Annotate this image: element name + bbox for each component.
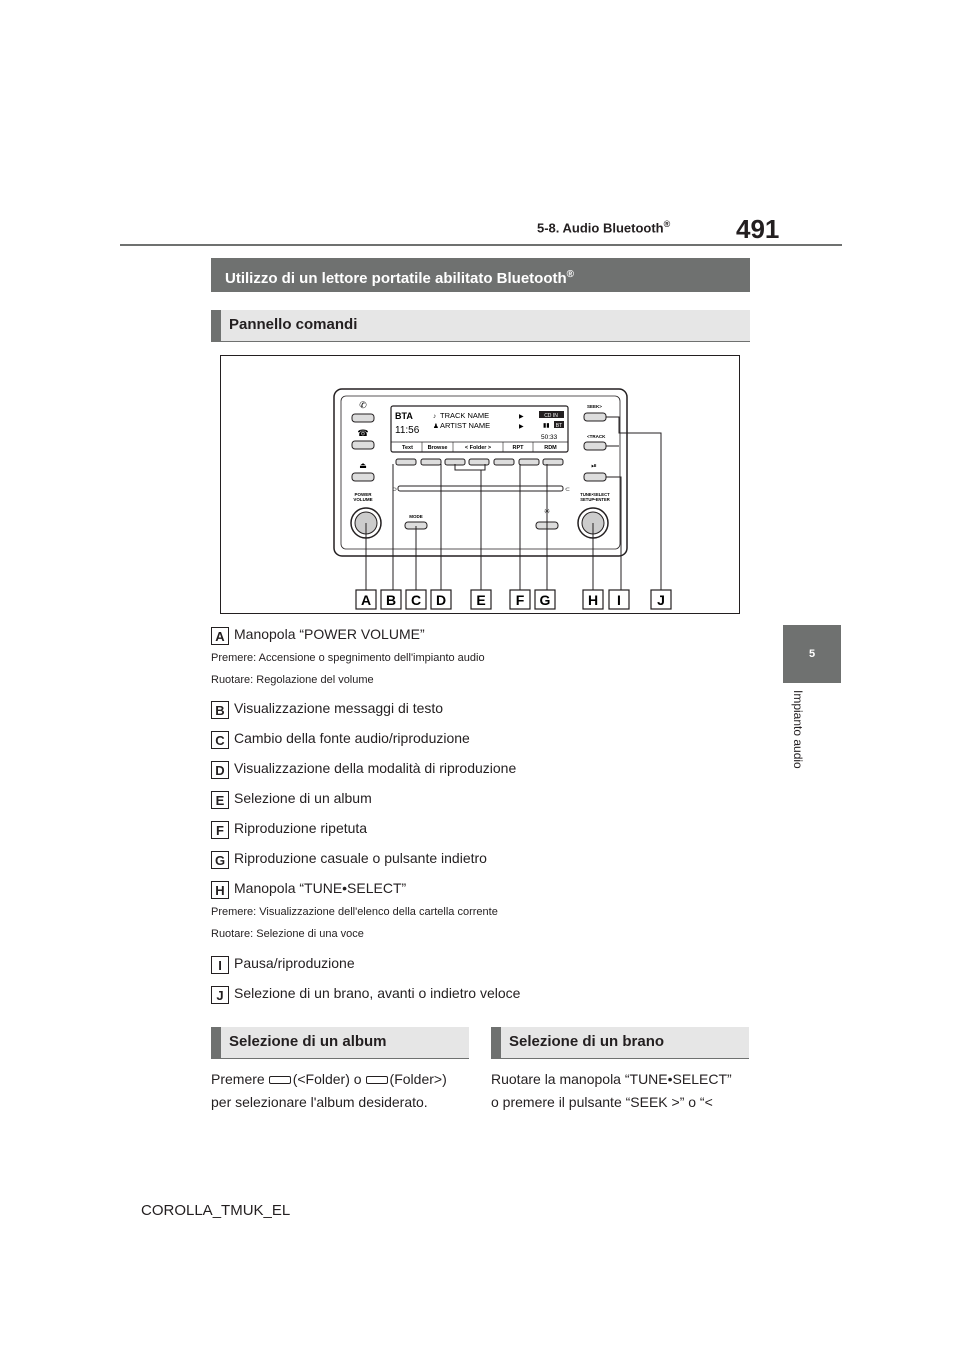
- phone-icon: ✆: [359, 400, 367, 410]
- display-cd-in: CD IN: [544, 413, 558, 419]
- track-instructions: Ruotare la manopola “TUNE•SELECT” o premere il pulsante “SEEK >” o “<: [491, 1071, 732, 1110]
- display-artist: ARTIST NAME: [440, 421, 491, 430]
- page-number: 491: [736, 214, 780, 244]
- hangup-icon: ☎: [357, 428, 369, 438]
- seek-label: SEEK>: [587, 404, 602, 409]
- note-text: Premere: Visualizzazione dell'elenco della cartella corrente: [211, 906, 498, 918]
- display-source: BTA: [395, 411, 413, 421]
- footer-code: COROLLA_TMUK_EL: [141, 1202, 291, 1219]
- list-item: [211, 953, 355, 974]
- letter-badge: E: [211, 791, 229, 809]
- album-instructions: Premere (<Folder) o (Folder>) per selezionare l'album desiderato.: [211, 1071, 447, 1110]
- softkey-button: [469, 459, 489, 465]
- note-text: Ruotare: Regolazione del volume: [211, 674, 374, 686]
- softkey-button: [421, 459, 441, 465]
- track-heading: Selezione di un brano: [491, 1027, 749, 1059]
- softkey-label: Browse: [427, 445, 448, 451]
- callout-letter: B: [385, 592, 397, 608]
- item-text: Manopola “TUNE•SELECT”: [234, 880, 407, 896]
- phone-button: [352, 414, 374, 422]
- note-text: Premere: Accensione o spegnimento dell'impianto audio: [211, 652, 485, 664]
- play-pause-icon: ⏯: [591, 463, 597, 470]
- item-text: Riproduzione ripetuta: [234, 820, 368, 836]
- album-heading: Selezione di un album: [211, 1027, 469, 1059]
- control-panel-figure: [220, 355, 740, 614]
- chapter-label: Impianto audio: [791, 690, 805, 769]
- softkey-label: RPT: [512, 445, 524, 451]
- softkey-button: [519, 459, 539, 465]
- play-pause-button: [584, 473, 606, 481]
- header-rule: [120, 244, 842, 246]
- softkey-button: [543, 459, 563, 465]
- track-label: <TRACK: [587, 434, 606, 439]
- softkey-button: [494, 459, 514, 465]
- item-text: Selezione di un brano, avanti o indietro veloce: [234, 985, 521, 1001]
- letter-badge: H: [211, 881, 229, 899]
- list-item: [211, 848, 487, 869]
- softkey-buttons: [396, 459, 563, 465]
- softkey-label: Text: [402, 445, 413, 451]
- callout-letter: G: [539, 592, 551, 608]
- music-note-icon: ♪: [433, 413, 437, 420]
- mode-label: MODE: [409, 514, 423, 519]
- item-text: Selezione di un album: [234, 790, 372, 806]
- list-item: [211, 818, 367, 839]
- eject-button: [352, 473, 374, 481]
- signal-icon: ▮▮: [543, 423, 550, 429]
- item-text: Manopola “POWER VOLUME”: [234, 626, 425, 642]
- display-track: TRACK NAME: [440, 411, 490, 420]
- callout-letter: J: [657, 592, 665, 608]
- list-item: [211, 878, 406, 899]
- letter-badge: A: [211, 627, 229, 645]
- letter-badge: F: [211, 821, 229, 839]
- track-button: [584, 442, 606, 450]
- panel-heading: Pannello comandi: [211, 310, 750, 342]
- callout-letters: [356, 590, 671, 609]
- display-elapsed: 50:33: [541, 434, 558, 441]
- note-text: Ruotare: Selezione di una voce: [211, 928, 364, 940]
- display-bt: BT: [555, 423, 563, 429]
- callout-letter: C: [410, 592, 422, 608]
- power-label-2: VOLUME: [353, 497, 373, 502]
- button-icon: [366, 1076, 388, 1084]
- letter-badge: I: [211, 956, 229, 974]
- section-title: 5-8. Audio Bluetooth®: [537, 219, 671, 236]
- main-heading: Utilizzo di un lettore portatile abilitato Bluetooth®: [211, 258, 750, 292]
- callout-letter: H: [587, 592, 599, 608]
- button-icon: [269, 1076, 291, 1084]
- audio-unit-illustration: [221, 356, 739, 613]
- tune-label-1: TUNE•SELECT: [580, 492, 610, 497]
- letter-badge: C: [211, 731, 229, 749]
- slot-left-icon: ⊃: [392, 487, 398, 493]
- display-clock: 11:56: [395, 425, 420, 436]
- person-icon: ♟: [433, 423, 439, 430]
- letter-badge: B: [211, 701, 229, 719]
- list-item: [211, 983, 520, 1004]
- list-item: [211, 788, 372, 809]
- tune-label-2: SETUP•ENTER: [580, 497, 610, 502]
- list-item: [211, 698, 443, 719]
- callout-letter: D: [435, 592, 447, 608]
- callout-letter: F: [515, 592, 525, 608]
- letter-badge: J: [211, 986, 229, 1004]
- list-item: [211, 624, 425, 645]
- hangup-button: [352, 441, 374, 449]
- eject-icon: ⏏: [359, 461, 367, 470]
- item-text: Pausa/riproduzione: [234, 955, 355, 971]
- item-text: Visualizzazione della modalità di riproduzione: [234, 760, 517, 776]
- softkey-button: [396, 459, 416, 465]
- list-item: [211, 728, 470, 749]
- callout-letter: A: [360, 592, 372, 608]
- power-label-1: POWER: [354, 492, 372, 497]
- item-text: Cambio della fonte audio/riproduzione: [234, 730, 470, 746]
- softkey-label: < Folder >: [464, 445, 492, 451]
- letter-badge: G: [211, 851, 229, 869]
- softkey-label: RDM: [544, 445, 557, 451]
- letter-badge: D: [211, 761, 229, 779]
- callout-letter: E: [476, 592, 486, 608]
- item-text: Riproduzione casuale o pulsante indietro: [234, 850, 487, 866]
- item-text: Visualizzazione messaggi di testo: [234, 700, 444, 716]
- list-item: [211, 758, 516, 779]
- slot-right-icon: ⊂: [565, 487, 571, 493]
- play-indicator-icon: ▶: [519, 414, 524, 420]
- seek-button: [584, 413, 606, 421]
- chapter-tab: 5: [783, 625, 841, 683]
- callout-letter: I: [617, 592, 621, 608]
- play-indicator-icon-2: ▶: [519, 424, 524, 430]
- brightness-icon: ✳: [543, 507, 551, 516]
